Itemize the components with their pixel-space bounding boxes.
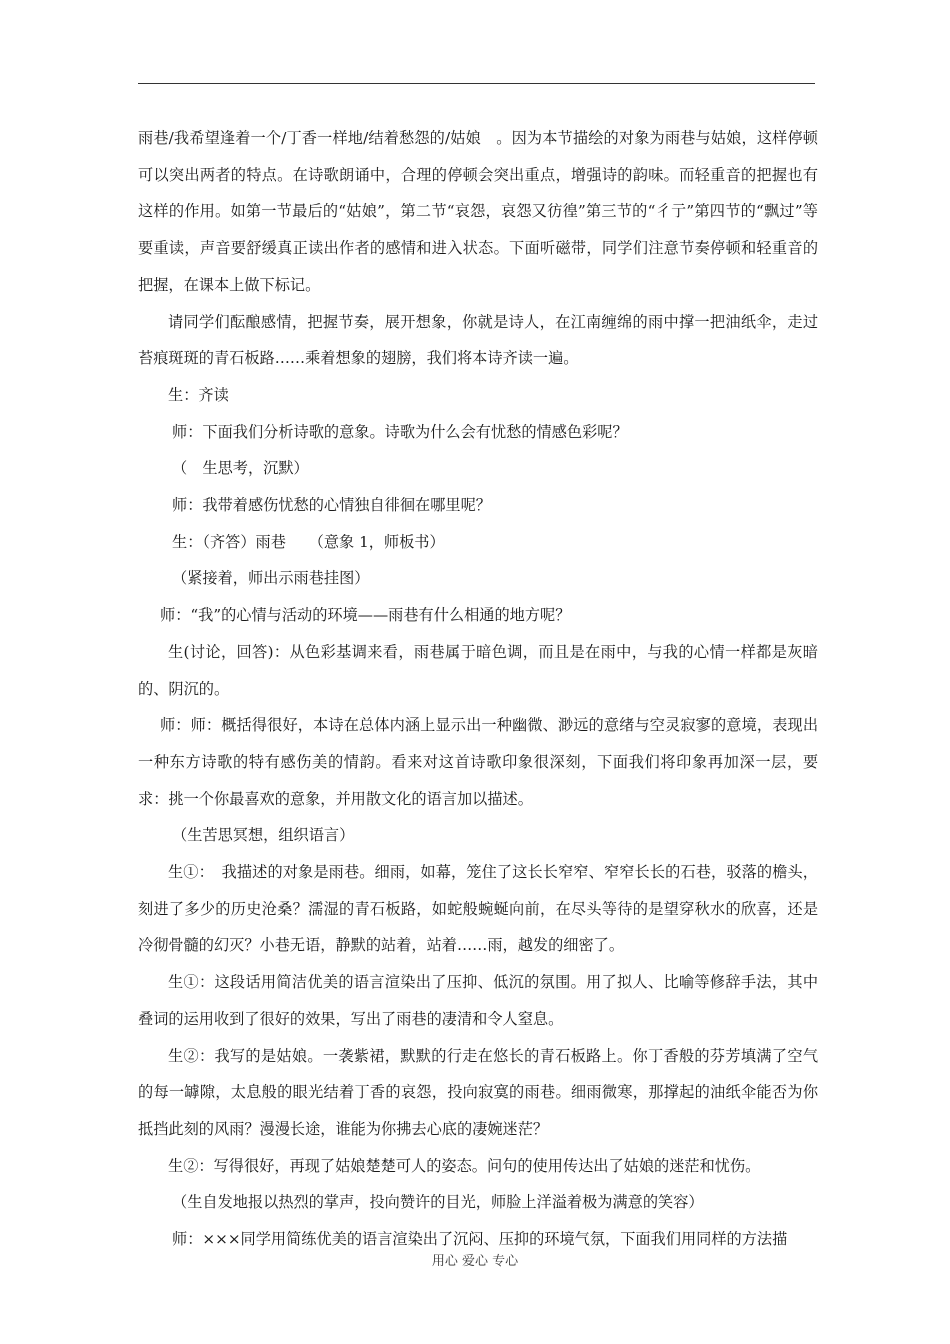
header-rule bbox=[138, 83, 815, 84]
page-footer: 用心 爱心 专心 bbox=[431, 1254, 519, 1269]
paragraph: 雨巷/我希望逢着一个/丁香一样地/结着愁怨的/姑娘 。因为本节描绘的对象为雨巷与姑娘，这样停顿可以突出两者的特点。在诗歌朗诵中，合理的停顿会突出重点，增强诗的韵味。而轻重音的把握也有这样的作用。如第一节最后的“姑娘”，第二节“哀怨，哀怨又彷徨”第三节的“彳亍”第四节的“飘过”等要重读，声音要舒缓真正读出作者的感情和进入状态。下面听磁带，同学们注意节奏停顿和轻重音的把握，在课本上做下标记。 bbox=[138, 129, 818, 294]
paragraph: 生：齐读 bbox=[168, 385, 229, 404]
paragraph: 生①： 我描述的对象是雨巷。细雨，如幕，笼住了这长长窄窄、窄窄长长的石巷，驳落的檐头，刻进了多少的历史沧桑？濡湿的青石板路，如蛇般蜿蜒向前，在尽头等待的是望穿秋水的欣喜，还是冷彻骨髓的幻灭？小巷无语，静默的站着，站着……雨，越发的细密了。 bbox=[138, 863, 818, 955]
paragraph: 生(讨论，回答)：从色彩基调来看，雨巷属于暗色调，而且是在雨中，与我的心情一样都是灰暗的、阴沉的。 bbox=[138, 642, 818, 698]
paragraph: 请同学们酝酿感情，把握节奏，展开想象，你就是诗人，在江南缠绵的雨中撑一把油纸伞，走过苔痕斑斑的青石板路……乘着想象的翅膀，我们将本诗齐读一遍。 bbox=[138, 312, 818, 368]
paragraph: （生苦思冥想，组织语言） bbox=[172, 826, 355, 845]
paragraph: 生①：这段话用简洁优美的语言渲染出了压抑、低沉的氛围。用了拟人、比喻等修辞手法，其中叠词的运用收到了很好的效果，写出了雨巷的凄清和令人窒息。 bbox=[138, 973, 818, 1028]
paragraph: 生②：写得很好，再现了姑娘楚楚可人的姿态。问句的使用传达出了姑娘的迷茫和忧伤。 bbox=[168, 1156, 761, 1175]
paragraph: （生自发地报以热烈的掌声，投向赞许的目光，师脸上洋溢着极为满意的笑容） bbox=[172, 1193, 704, 1212]
paragraph: 师：下面我们分析诗歌的意象。诗歌为什么会有忧愁的情感色彩呢？ bbox=[172, 422, 628, 441]
document-body bbox=[138, 120, 818, 1258]
paragraph: 生②：我写的是姑娘。一袭紫裙，默默的行走在悠长的青石板路上。你丁香般的芬芳填满了空气的每一罅隙，太息般的眼光结着丁香的哀怨，投向寂寞的雨巷。细雨微寒，那撑起的油纸伞能否为你抵挡此刻的风雨？漫漫长途，谁能为你拂去心底的凄婉迷茫？ bbox=[138, 1046, 818, 1138]
paragraph: 师：我带着感伤忧愁的心情独自徘徊在哪里呢？ bbox=[172, 496, 491, 515]
paragraph: 生：（齐答）雨巷 （意象 1，师板书） bbox=[172, 532, 445, 551]
paragraph: （ 生思考，沉默） bbox=[172, 459, 309, 478]
paragraph: 师：师：概括得很好，本诗在总体内涵上显示出一种幽微、渺远的意绪与空灵寂寥的意境，表现出一种东方诗歌的特有感伤美的情韵。看来对这首诗歌印象很深刻，下面我们将印象再加深一层，要求：挑一个你最喜欢的意象，并用散文化的语言加以描述。 bbox=[138, 716, 818, 808]
paragraph: （紧接着，师出示雨巷挂图） bbox=[172, 569, 370, 588]
paragraph: 师：×××同学用简练优美的语言渲染出了沉闷、压抑的环境气氛，下面我们用同样的方法描 bbox=[172, 1230, 788, 1249]
paragraph: 师：“我”的心情与活动的环境——雨巷有什么相通的地方呢？ bbox=[160, 606, 571, 625]
